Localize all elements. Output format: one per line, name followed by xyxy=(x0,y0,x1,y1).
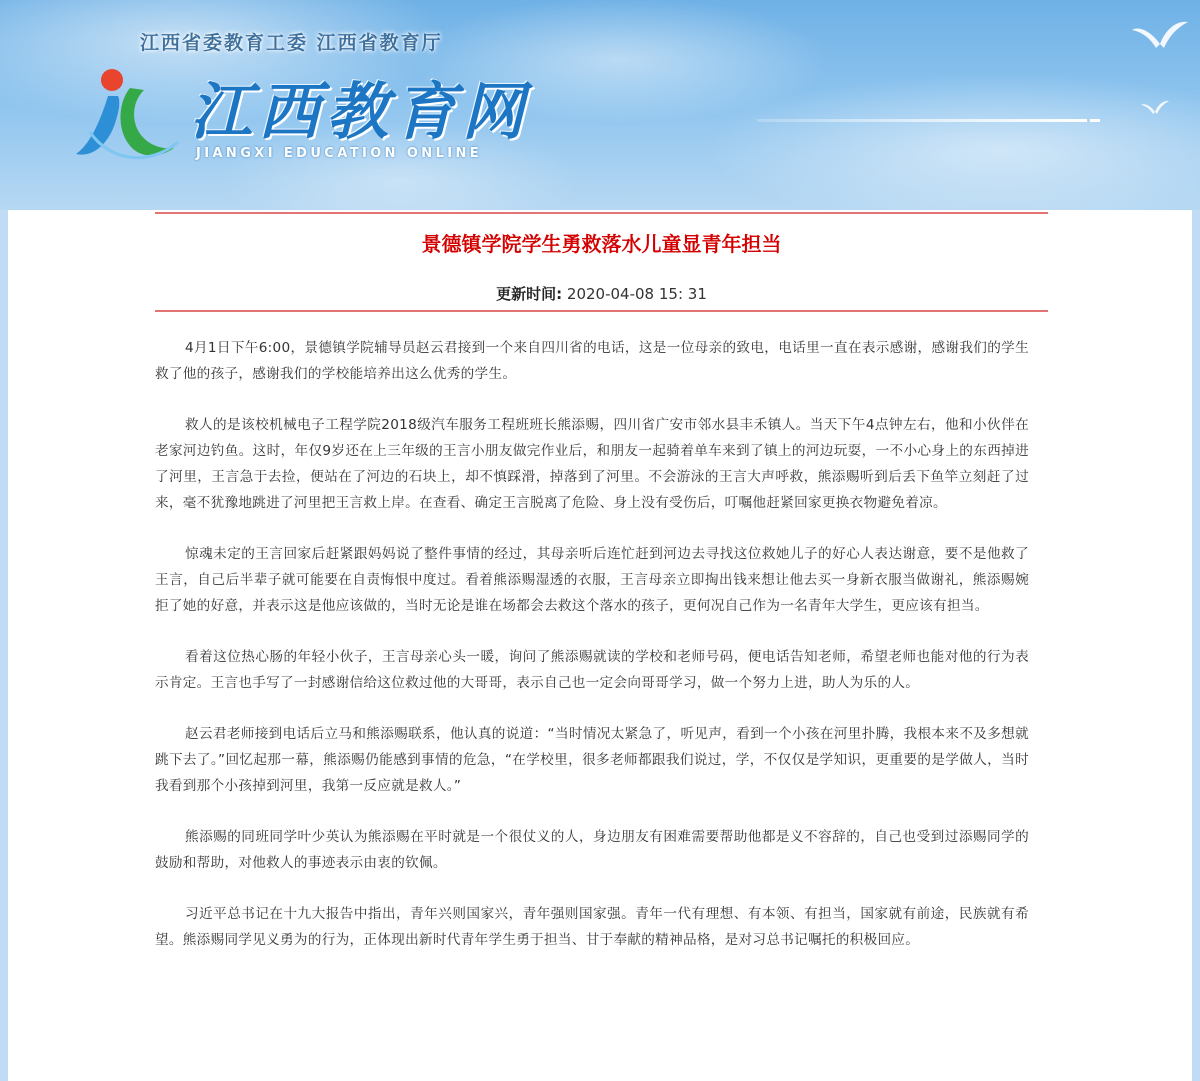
article-panel xyxy=(8,210,1192,1081)
meta-bottom-rule xyxy=(155,310,1048,312)
site-name[interactable]: 江西教育网 xyxy=(190,75,531,148)
update-time-label: 更新时间: xyxy=(496,285,563,303)
article-paragraph: 看着这位热心肠的年轻小伙子，王言母亲心头一暖，询问了熊添赐就读的学校和老师号码，便电话告知老师，希望老师也能对他的行为表示肯定。王言也手写了一封感谢信给这位救过他的大哥哥，表示自己也一定会向哥哥学习，做一个努力上进，助人为乐的人。 xyxy=(155,649,1029,691)
decorative-line xyxy=(757,119,1087,122)
article-paragraph: 救人的是该校机械电子工程学院2018级汽车服务工程班班长熊添赐，四川省广安市邻水县丰禾镇人。当天下午4点钟左右，他和小伙伴在老家河边钓鱼。这时，年仅9岁还在上三年级的王言小朋友做完作业后，和朋友一起骑着单车来到了镇上的河边玩耍，一不小心身上的东西掉进了河里，王言急于去捡，便站在了河边的石块上，却不慎踩滑，掉落到了河里。不会游泳的王言大声呼救，熊添赐听到后丢下鱼竿立刻赶了过来，毫不犹豫地跳进了河里把王言救上岸。在查看、确定王言脱离了危险、身上没有受伤后，叮嘱他赶紧回家更换衣物避免着凉。 xyxy=(155,417,1029,511)
site-header xyxy=(0,0,1200,210)
update-time-value: 2020-04-08 15: 31 xyxy=(566,285,707,303)
article-title: 景德镇学院学生勇救落水儿童显青年担当 xyxy=(421,232,782,256)
site-logo-icon[interactable] xyxy=(70,62,180,167)
site-name-english: JIANGXI EDUCATION ONLINE xyxy=(196,146,483,161)
article-paragraph: 惊魂未定的王言回家后赶紧跟妈妈说了整件事情的经过，其母亲听后连忙赶到河边去寻找这位救她儿子的好心人表达谢意，要不是他救了王言，自己后半辈子就可能要在自责悔恨中度过。看着熊添赐湿透的衣服，王言母亲立即掏出钱来想让他去买一身新衣服当做谢礼，熊添赐婉拒了她的好意，并表示这是他应该做的，当时无论是谁在场都会去救这个落水的孩子，更何况自己作为一名青年大学生，更应该有担当。 xyxy=(155,546,1029,614)
article-paragraph: 习近平总书记在十九大报告中指出，青年兴则国家兴，青年强则国家强。青年一代有理想、有本领、有担当，国家就有前途，民族就有希望。熊添赐同学见义勇为的行为，正体现出新时代青年学生勇于担当、甘于奉献的精神品格，是对习总书记嘱托的积极回应。 xyxy=(155,906,1029,948)
article-paragraph: 熊添赐的同班同学叶少英认为熊添赐在平时就是一个很仗义的人，身边朋友有困难需要帮助他都是义不容辞的，自己也受到过添赐同学的鼓励和帮助，对他救人的事迹表示由衷的钦佩。 xyxy=(155,829,1029,871)
department-name: 江西省委教育工委 江西省教育厅 xyxy=(140,32,443,54)
article-paragraph: 赵云君老师接到电话后立马和熊添赐联系，他认真的说道：“当时情况太紧急了，听见声，看到一个小孩在河里扑腾，我根本来不及多想就跳下去了。”回忆起那一幕，熊添赐仍能感到事情的危急，“在学校里，很多老师都跟我们说过，学，不仅仅是学知识，更重要的是学做人，当时我看到那个小孩掉到河里，我第一反应就是救人。” xyxy=(155,726,1029,794)
article-body xyxy=(155,335,1029,978)
article-meta xyxy=(155,283,1048,304)
article-paragraph: 4月1日下午6:00，景德镇学院辅导员赵云君接到一个来自四川省的电话，这是一位母亲的致电，电话里一直在表示感谢，感谢我们的学生救了他的孩子，感谢我们的学校能培养出这么优秀的学生。 xyxy=(155,340,1029,382)
bird-icon xyxy=(1140,96,1170,126)
decorative-line xyxy=(1090,119,1100,122)
bird-icon xyxy=(1130,12,1190,72)
title-top-rule xyxy=(155,212,1048,214)
